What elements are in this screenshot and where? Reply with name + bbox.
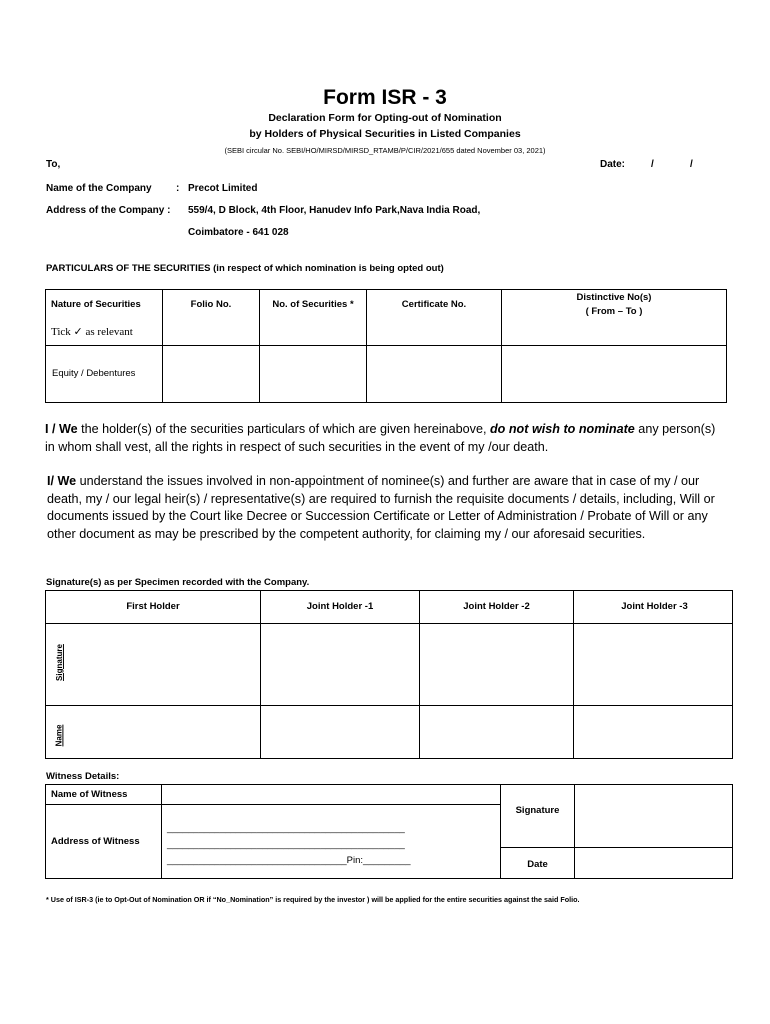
form-subtitle-2: by Holders of Physical Securities in Listed Companies <box>249 128 521 140</box>
form-subtitle-1: Declaration Form for Opting-out of Nomination <box>268 112 502 124</box>
company-name-label: Name of the Company <box>46 183 152 194</box>
joint-holder-1-signature-field[interactable] <box>261 624 420 706</box>
witness-address-label: Address of Witness <box>51 836 140 847</box>
witness-signature-label-cell <box>501 785 575 848</box>
signatures-heading: Signature(s) as per Specimen recorded with the Company. <box>46 577 310 588</box>
joint-holder-3-header-cell <box>574 591 733 624</box>
witness-address-line-3: __________________________________Pin:_________ <box>167 855 411 866</box>
witness-address-label-cell <box>46 805 162 879</box>
joint-holder-3-header: Joint Holder -3 <box>621 601 688 612</box>
joint-holder-2-signature-field[interactable] <box>420 624 574 706</box>
folio-no-field[interactable] <box>163 346 260 403</box>
joint-holder-3-name-field[interactable] <box>574 706 733 759</box>
distinctive-range-header: ( From – To ) <box>585 306 643 317</box>
certificate-header-cell <box>367 290 502 346</box>
declaration-1-text-a: the holder(s) of the securities particulars of which are given hereinabove, <box>77 422 490 436</box>
declaration-1-lead: I / We <box>45 422 78 436</box>
joint-holder-2-header-cell <box>420 591 574 624</box>
declaration-paragraph-2 <box>47 473 727 543</box>
certificate-no-header: Certificate No. <box>401 299 467 310</box>
joint-holder-2-header: Joint Holder -2 <box>463 601 530 612</box>
signatures-table <box>45 590 733 759</box>
sebi-circular-reference: (SEBI circular No. SEBI/HO/MIRSD/MIRSD_RTAMB/P/CIR/2021/655 dated November 03, 2021) <box>224 146 546 155</box>
date-slash-2: / <box>690 159 693 170</box>
company-address-label: Address of the Company : <box>46 205 171 216</box>
nature-header-cell <box>46 290 163 346</box>
distinctive-header-cell <box>502 290 727 346</box>
witness-name-field[interactable] <box>162 785 501 805</box>
witness-address-line-1: _____________________________________________ <box>167 823 405 834</box>
company-address-line-1: 559/4, D Block, 4th Floor, Hanudev Info Park,Nava India Road, <box>188 205 481 216</box>
witness-name-label: Name of Witness <box>51 789 128 800</box>
distinctive-no-field[interactable] <box>502 346 727 403</box>
witness-signature-label: Signature <box>515 805 560 816</box>
declaration-2-text: understand the issues involved in non-appointment of nominee(s) and further are aware that in case of my / our death, my / our legal heir(s) / representative(s) are required to furnish the requisite documents / details, including, Will or documents issued by the Court like Decree or Succession Certificate or Letter of Administration / Probate of Will or any other document as may be prescribed by the competent authority, for claiming my / our aforesaid securities. <box>47 474 715 541</box>
declaration-1-emphasis: do not wish to nominate <box>489 422 635 436</box>
first-holder-header-cell <box>46 591 261 624</box>
securities-table <box>45 289 727 403</box>
company-name-colon: : <box>176 183 180 194</box>
joint-holder-3-signature-field[interactable] <box>574 624 733 706</box>
witness-table <box>45 784 733 879</box>
witness-date-field[interactable] <box>575 848 733 879</box>
nature-of-securities-header: Nature of Securities <box>51 299 141 310</box>
equity-debentures-cell <box>46 346 163 403</box>
date-slash-1: / <box>651 159 654 170</box>
distinctive-no-header: Distinctive No(s) <box>576 292 652 303</box>
company-address-line-2: Coimbatore - 641 028 <box>188 227 289 238</box>
witness-heading: Witness Details: <box>46 771 120 782</box>
no-of-securities-field[interactable] <box>260 346 367 403</box>
first-holder-signature-field[interactable] <box>46 624 261 706</box>
folio-header-cell <box>163 290 260 346</box>
witness-date-label: Date <box>527 859 548 870</box>
no-of-securities-header: No. of Securities * <box>272 299 354 310</box>
witness-date-label-cell <box>501 848 575 879</box>
folio-no-header: Folio No. <box>190 299 232 310</box>
joint-holder-1-header: Joint Holder -1 <box>306 601 374 612</box>
form-title: Form ISR - 3 <box>323 86 447 109</box>
footnote: * Use of ISR-3 (ie to Opt-Out of Nomination OR if “No_Nomination” is required by the investor ) will be applied for the entire securities against the said Folio. <box>46 895 580 904</box>
declaration-paragraph-1 <box>45 421 725 456</box>
to-label: To, <box>46 159 61 170</box>
certificate-no-field[interactable] <box>367 346 502 403</box>
witness-address-line-2: _____________________________________________ <box>167 839 405 850</box>
equity-debentures-label: Equity / Debentures <box>52 368 136 379</box>
joint-holder-1-name-field[interactable] <box>261 706 420 759</box>
joint-holder-2-name-field[interactable] <box>420 706 574 759</box>
declaration-2-lead: I/ We <box>47 474 77 488</box>
date-label: Date: <box>600 159 626 170</box>
signature-row-label: Signature <box>54 644 64 681</box>
signature-row-label-wrap <box>34 644 84 681</box>
company-name-value: Precot Limited <box>188 183 258 194</box>
first-holder-name-field[interactable] <box>46 706 261 759</box>
no-of-securities-header-cell <box>260 290 367 346</box>
witness-address-field[interactable] <box>162 805 501 879</box>
joint-holder-1-header-cell <box>261 591 420 624</box>
tick-as-relevant-note: Tick ✓ as relevant <box>51 326 133 338</box>
securities-heading: PARTICULARS OF THE SECURITIES (in respect of which nomination is being opted out) <box>46 263 444 274</box>
witness-name-label-cell <box>46 785 162 805</box>
witness-signature-field[interactable] <box>575 785 733 848</box>
name-row-label-wrap <box>41 724 77 747</box>
declaration-1-text-b: any person(s) in whom shall vest, all the rights in respect of such securities in the event of my /our death. <box>45 422 716 454</box>
first-holder-header: First Holder <box>126 601 180 612</box>
name-row-label: Name <box>54 724 64 747</box>
